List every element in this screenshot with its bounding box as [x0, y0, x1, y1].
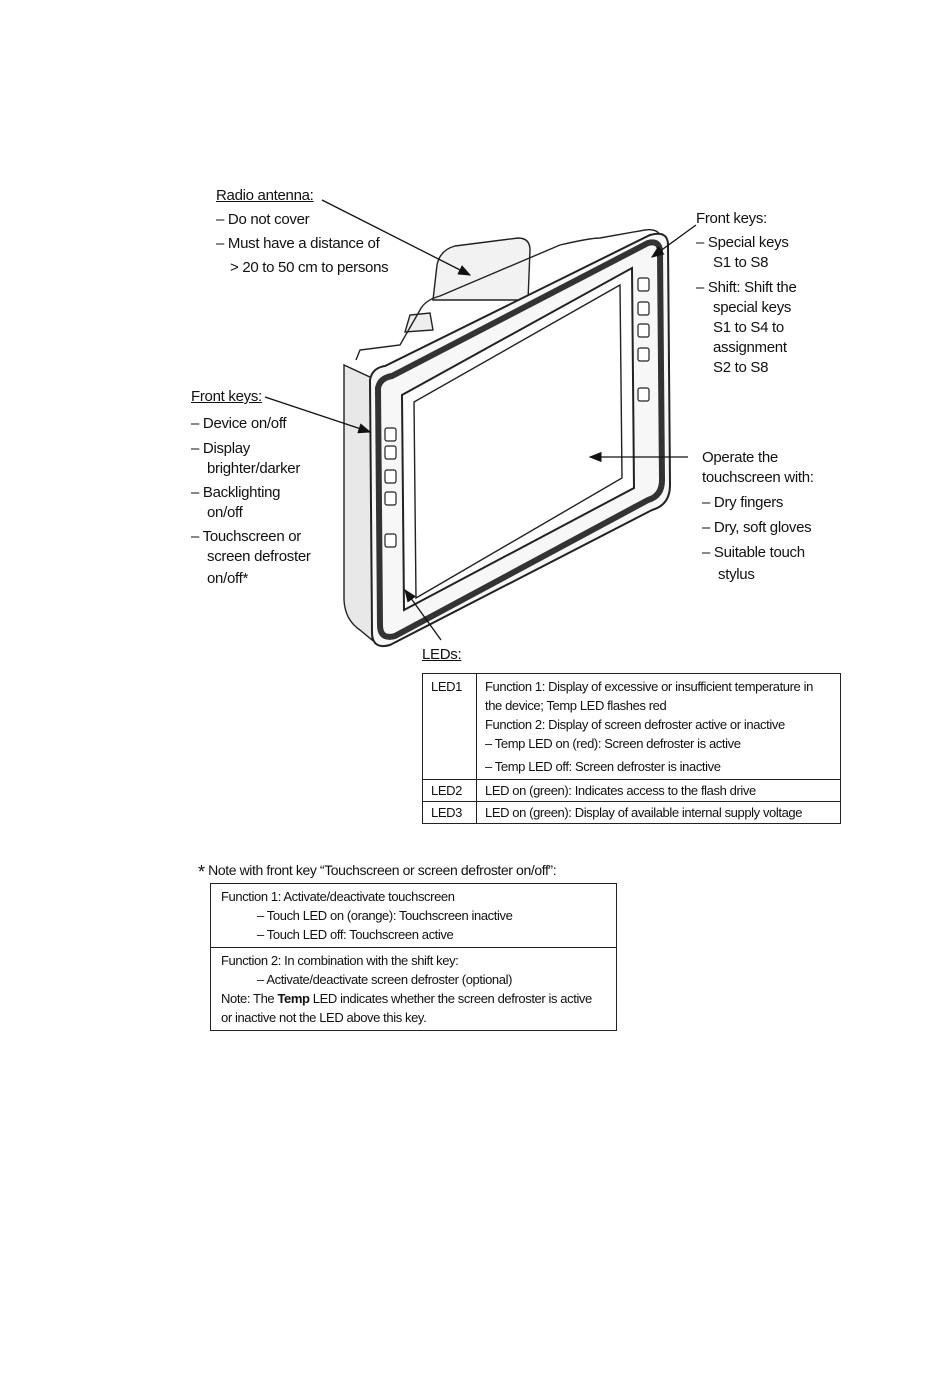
table-row: [423, 802, 841, 824]
led-desc: LED on (green): Display of available internal supply voltage: [477, 802, 841, 824]
front-keys-right-item: assignment: [713, 339, 787, 356]
front-keys-left-title: Front keys:: [191, 388, 262, 405]
front-keys-right-item: S1 to S4 to: [713, 319, 784, 336]
front-keys-left-item: screen defroster: [207, 548, 311, 565]
key-power-icon: [385, 428, 396, 441]
note-f1-title: Function 1: Activate/deactivate touchscreen: [221, 889, 455, 904]
led-desc: [477, 674, 841, 780]
front-keys-right-item: – Shift: Shift the: [696, 279, 797, 296]
led-id: LED3: [423, 802, 477, 824]
touchscreen-item: – Dry fingers: [702, 494, 784, 511]
front-keys-left-item: – Display: [191, 440, 250, 457]
antenna-item: > 20 to 50 cm to persons: [230, 259, 389, 276]
table-row: [211, 884, 617, 948]
antenna-item: – Do not cover: [216, 211, 310, 228]
touchscreen-title-2: touchscreen with:: [702, 469, 814, 486]
note-f2-note: [221, 989, 606, 1008]
touchscreen-label: [702, 448, 814, 585]
key-touch-icon: [385, 492, 396, 505]
antenna-label: [216, 186, 388, 278]
front-keys-left-item: – Backlighting: [191, 484, 281, 501]
led-desc-line: – Temp LED off: Screen defroster is inactive: [485, 759, 721, 774]
front-keys-right-item: S1 to S8: [713, 254, 769, 271]
front-keys-left-item: on/off: [207, 504, 243, 521]
touchscreen-item: – Suitable touch: [702, 544, 805, 561]
front-keys-left-item: on/off*: [207, 570, 248, 587]
led-table: [422, 673, 841, 824]
touchscreen-item: – Dry, soft gloves: [702, 519, 812, 536]
note-f1-item: – Touch LED on (orange): Touchscreen inactive: [257, 908, 513, 923]
housing-side: [344, 365, 372, 640]
led-desc-line: the device; Temp LED flashes red: [485, 698, 667, 713]
note-f2-note-post: LED indicates whether the screen defroster is active: [309, 991, 592, 1006]
led-desc: LED on (green): Indicates access to the flash drive: [477, 780, 841, 802]
key-s3-icon: [638, 324, 649, 337]
led-desc-line: Function 1: Display of excessive or insufficient temperature in: [485, 679, 813, 694]
front-keys-right-item: S2 to S8: [713, 359, 769, 376]
note-f2-note-bold: Temp: [277, 991, 310, 1006]
front-keys-right-label: [696, 209, 797, 378]
led-id: LED1: [423, 674, 477, 780]
front-keys-left-item: – Touchscreen or: [191, 528, 301, 545]
note-f2-item: – Activate/deactivate screen defroster (optional): [257, 972, 512, 987]
front-keys-right-title: Front keys:: [696, 210, 767, 227]
note-heading-text: Note with front key “Touchscreen or screen defroster on/off”:: [208, 862, 557, 878]
key-s1-icon: [638, 278, 649, 291]
led-desc-line: – Temp LED on (red): Screen defroster is active: [485, 736, 741, 751]
led-desc-line: Function 2: Display of screen defroster active or inactive: [485, 717, 785, 732]
antenna-title: Radio antenna:: [216, 187, 314, 204]
table-row: [211, 948, 617, 1031]
touchscreen-item: stylus: [718, 566, 755, 583]
note-function-1: [211, 884, 617, 948]
note-function-2: [211, 948, 617, 1031]
front-keys-left-label: [191, 387, 311, 589]
note-heading: [198, 862, 556, 883]
key-s2-icon: [638, 302, 649, 315]
led-id: LED2: [423, 780, 477, 802]
radio-antenna: [433, 238, 530, 300]
note-star: *: [198, 862, 205, 882]
front-keys-left-item: brighter/darker: [207, 460, 301, 477]
note-table: [210, 883, 617, 1031]
note-f2-note-2: or inactive not the LED above this key.: [221, 1010, 427, 1025]
antenna-item: – Must have a distance of: [216, 235, 380, 252]
key-shift-icon: [638, 388, 649, 401]
table-row: [423, 780, 841, 802]
note-f1-item: – Touch LED off: Touchscreen active: [257, 927, 454, 942]
table-row: [423, 674, 841, 780]
front-keys-right-item: – Special keys: [696, 234, 789, 251]
note-f2-title: Function 2: In combination with the shift key:: [221, 953, 459, 968]
front-keys-left-item: – Device on/off: [191, 415, 287, 432]
key-s4-icon: [638, 348, 649, 361]
touchscreen-title: Operate the: [702, 449, 778, 466]
front-keys-right-item: special keys: [713, 299, 792, 316]
key-defroster-icon: [385, 534, 396, 547]
note-f2-note-pre: Note: The: [221, 991, 278, 1006]
leds-title: LEDs:: [422, 646, 462, 663]
key-display-icon: [385, 446, 396, 459]
key-backlight-icon: [385, 470, 396, 483]
